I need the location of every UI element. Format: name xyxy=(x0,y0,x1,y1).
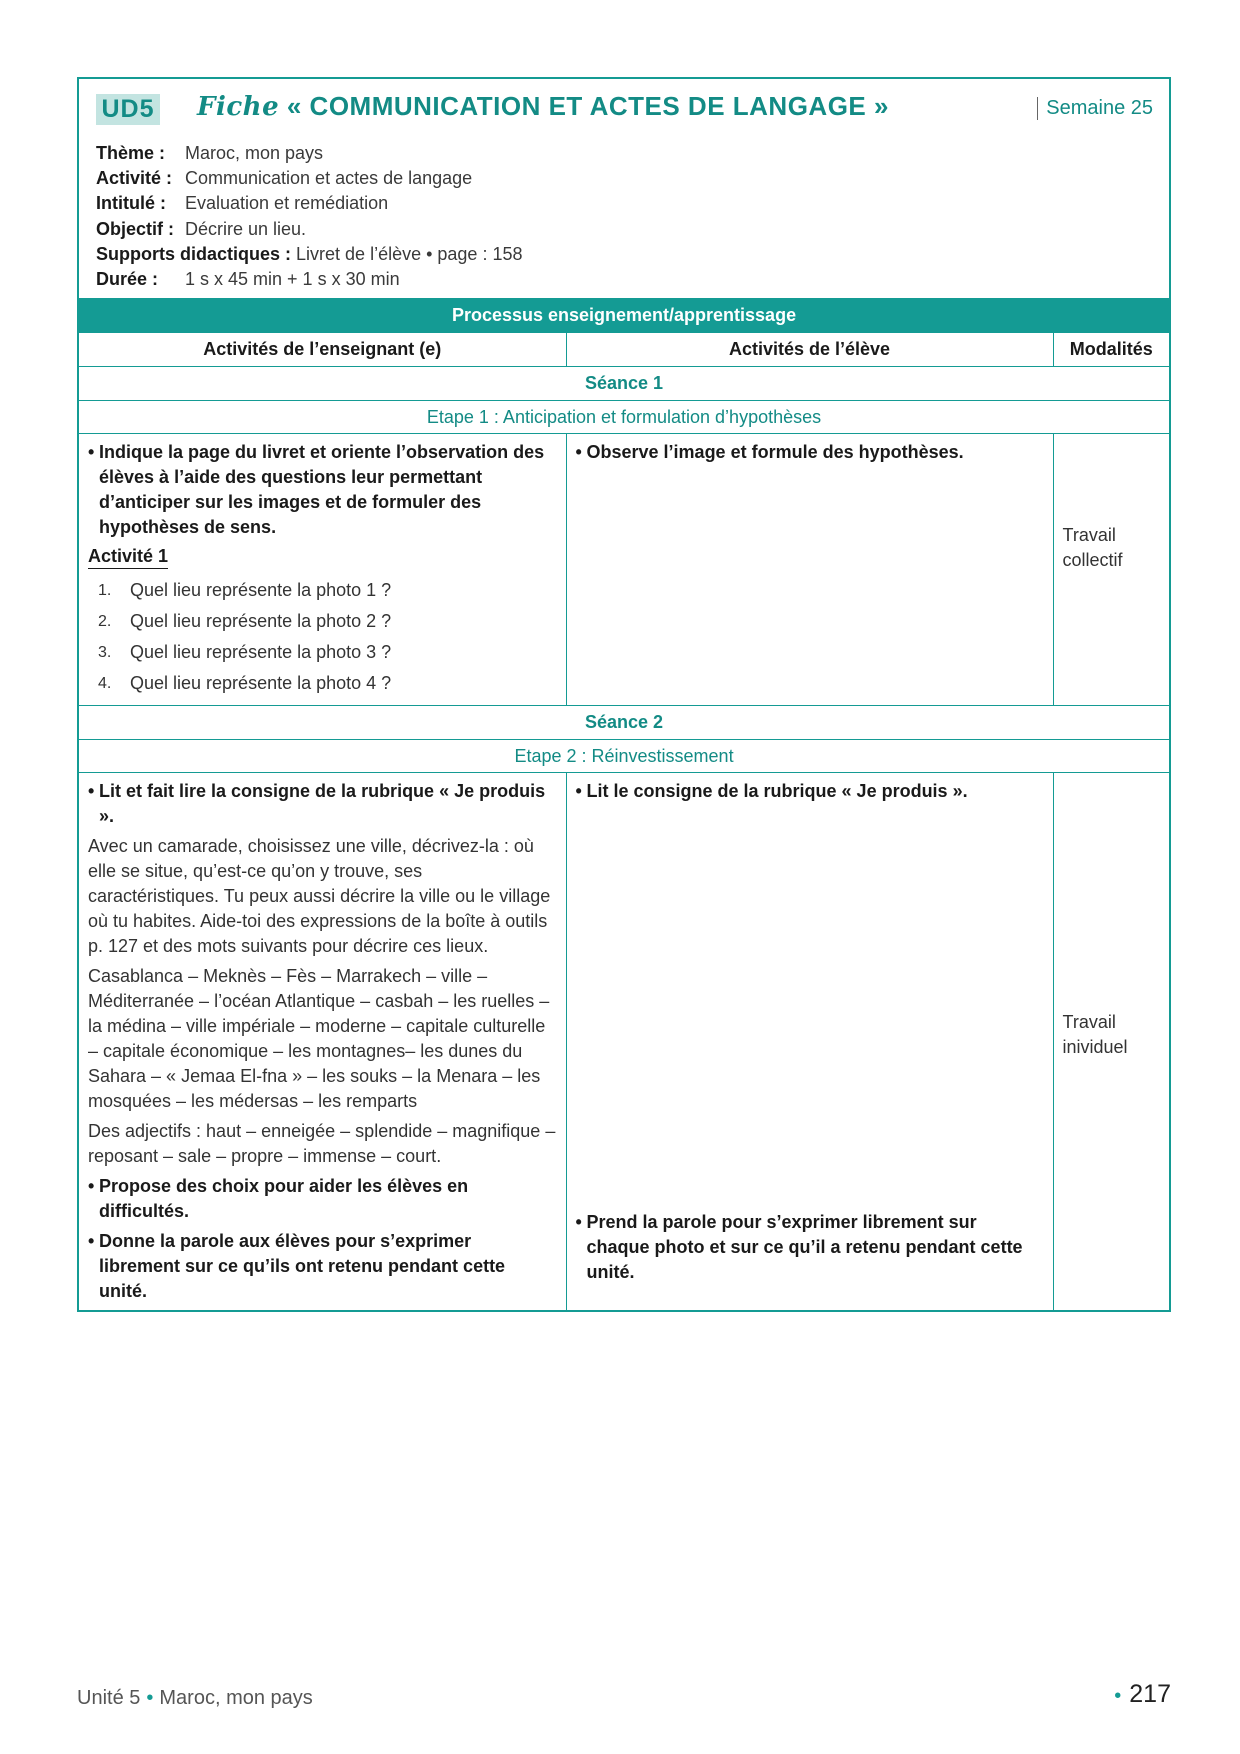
meta-label: Activité : xyxy=(96,168,173,189)
title-text: « COMMUNICATION ET ACTES DE LANGAGE » xyxy=(286,91,889,121)
activity-title: Activité 1 xyxy=(88,544,168,569)
page-number xyxy=(1114,1680,1171,1709)
seance-2-modalite xyxy=(1053,773,1169,1311)
meta-intitule xyxy=(96,191,522,216)
bullet-icon: • xyxy=(88,1231,95,1251)
column-header-teacher: Activités de l’enseignant (e) xyxy=(79,333,566,367)
fiche-word: Fiche xyxy=(197,92,280,122)
bullet-text: Lit et fait lire la consigne de la rubrique « Je produis ». xyxy=(99,781,546,826)
item-text: Quel lieu représente la photo 1 ? xyxy=(130,580,392,600)
bullet-icon: • xyxy=(88,442,95,462)
column-header-student: Activités de l’élève xyxy=(566,333,1053,367)
bullet-icon: • xyxy=(146,1687,154,1709)
student-bullet xyxy=(576,440,1044,465)
item-text: Quel lieu représente la photo 2 ? xyxy=(130,611,392,631)
bullet-text: Donne la parole aux élèves pour s’exprimer librement sur ce qu’ils ont retenu pendant cette unité. xyxy=(99,1231,506,1301)
meta-value: Communication et actes de langage xyxy=(185,168,473,189)
seance-2-teacher-cell xyxy=(79,773,566,1311)
item-text: Quel lieu représente la photo 3 ? xyxy=(130,642,392,662)
seance-1-teacher-cell xyxy=(79,434,566,706)
meta-value: Maroc, mon pays xyxy=(185,143,324,163)
modalite-line: collectif xyxy=(1062,549,1123,570)
words-list: Casablanca – Meknès – Fès – Marrakech – ville – Méditerranée – l’océan Atlantique – casbah – les ruelles – la médina – ville impériale – moderne – capitale culturelle – capitale économique – les montagnes– les dunes du Sahara – « Jemaa El-fna » – les souks – la Menara – les mosquées – les médersas – les remparts xyxy=(88,966,550,1111)
lesson-sheet xyxy=(77,77,1171,1312)
footer-unit-label: Unité 5 xyxy=(77,1687,141,1709)
bullet-icon: • xyxy=(88,781,95,801)
seance-1-student-cell xyxy=(566,434,1053,706)
teacher-bullet xyxy=(88,1174,557,1224)
meta-value: Livret de l’élève • page : 158 xyxy=(296,243,523,264)
bullet-icon: • xyxy=(1114,1685,1122,1707)
item-number: 2. xyxy=(98,613,112,630)
teacher-bullet xyxy=(88,779,557,829)
footer-unit xyxy=(77,1687,313,1710)
meta-label: Intitulé : xyxy=(96,193,166,214)
bullet-text: Indique la page du livret et oriente l’observation des élèves à l’aide des questions leur permettant d’anticiper sur les images et de formuler des hypothèses de sens. xyxy=(99,442,545,537)
teacher-bullet xyxy=(88,1229,557,1304)
footer-unit-title: Maroc, mon pays xyxy=(159,1687,313,1709)
bullet-icon: • xyxy=(88,1176,95,1196)
meta-value: Décrire un lieu. xyxy=(185,218,307,239)
seance-2-student-cell xyxy=(566,773,1053,1311)
item-number: 4. xyxy=(98,675,112,692)
bullet-icon: • xyxy=(575,442,582,462)
bullet-text: Propose des choix pour aider les élèves en difficultés. xyxy=(99,1176,469,1221)
sheet-header xyxy=(79,79,1169,298)
meta-block xyxy=(96,141,522,292)
seance-2-title: Séance 2 xyxy=(79,706,1169,740)
modalite-line: Travail xyxy=(1062,1011,1116,1032)
week-label: Semaine 25 xyxy=(1037,97,1153,120)
consigne-text: Avec un camarade, choisissez une ville, décrivez-la : où elle se situe, qu’est-ce qu’on y trouve, ses caractéristiques. Tu peux aussi décrire la ville ou le village où tu habites. Aide-toi des expressions de la boîte à outils p. 127 et des mots suivants pour décrire ces lieux. xyxy=(88,836,551,956)
list-item xyxy=(88,606,557,637)
list-item xyxy=(88,637,557,668)
meta-activite xyxy=(96,166,522,191)
item-number: 1. xyxy=(98,582,112,599)
process-table xyxy=(79,298,1169,1310)
item-number: 3. xyxy=(98,644,112,661)
meta-theme xyxy=(96,141,522,166)
column-header-modalites: Modalités xyxy=(1053,333,1169,367)
adjectives-list: Des adjectifs : haut – enneigée – splendide – magnifique – reposant – sale – propre – immense – court. xyxy=(88,1121,556,1166)
bullet-text: Lit le consigne de la rubrique « Je produis ». xyxy=(586,781,968,801)
meta-label: Objectif : xyxy=(96,218,175,239)
sheet-title xyxy=(197,91,889,122)
meta-value: 1 s x 45 min + 1 s x 30 min xyxy=(185,269,400,290)
meta-label: Thème : xyxy=(96,143,166,163)
teacher-bullet xyxy=(88,440,557,540)
meta-label: Supports didactiques : xyxy=(96,243,292,264)
seance-1-title: Séance 1 xyxy=(79,367,1169,401)
meta-duree xyxy=(96,267,522,292)
questions-list xyxy=(88,575,557,699)
bullet-text: Observe l’image et formule des hypothèses. xyxy=(586,442,964,462)
seance-1-modalite xyxy=(1053,434,1169,706)
unit-badge: UD5 xyxy=(96,94,160,125)
bullet-icon: • xyxy=(575,781,582,801)
modalite-line: Travail xyxy=(1062,524,1116,545)
list-item xyxy=(88,575,557,606)
list-item xyxy=(88,668,557,699)
meta-objectif xyxy=(96,217,522,242)
bullet-icon: • xyxy=(575,1212,582,1232)
page-number-value: 217 xyxy=(1129,1680,1171,1708)
item-text: Quel lieu représente la photo 4 ? xyxy=(130,673,392,693)
modalite-line: inividuel xyxy=(1062,1036,1128,1057)
meta-supports xyxy=(96,242,522,267)
process-band: Processus enseignement/apprentissage xyxy=(79,298,1169,333)
etape-1-title: Etape 1 : Anticipation et formulation d’hypothèses xyxy=(79,401,1169,434)
meta-value: Evaluation et remédiation xyxy=(185,193,389,214)
etape-2-title: Etape 2 : Réinvestissement xyxy=(79,740,1169,773)
student-bullet xyxy=(576,779,1044,804)
meta-label: Durée : xyxy=(96,269,159,290)
student-bullet xyxy=(576,1210,1044,1285)
bullet-text: Prend la parole pour s’exprimer librement sur chaque photo et sur ce qu’il a retenu pendant cette unité. xyxy=(586,1212,1023,1282)
